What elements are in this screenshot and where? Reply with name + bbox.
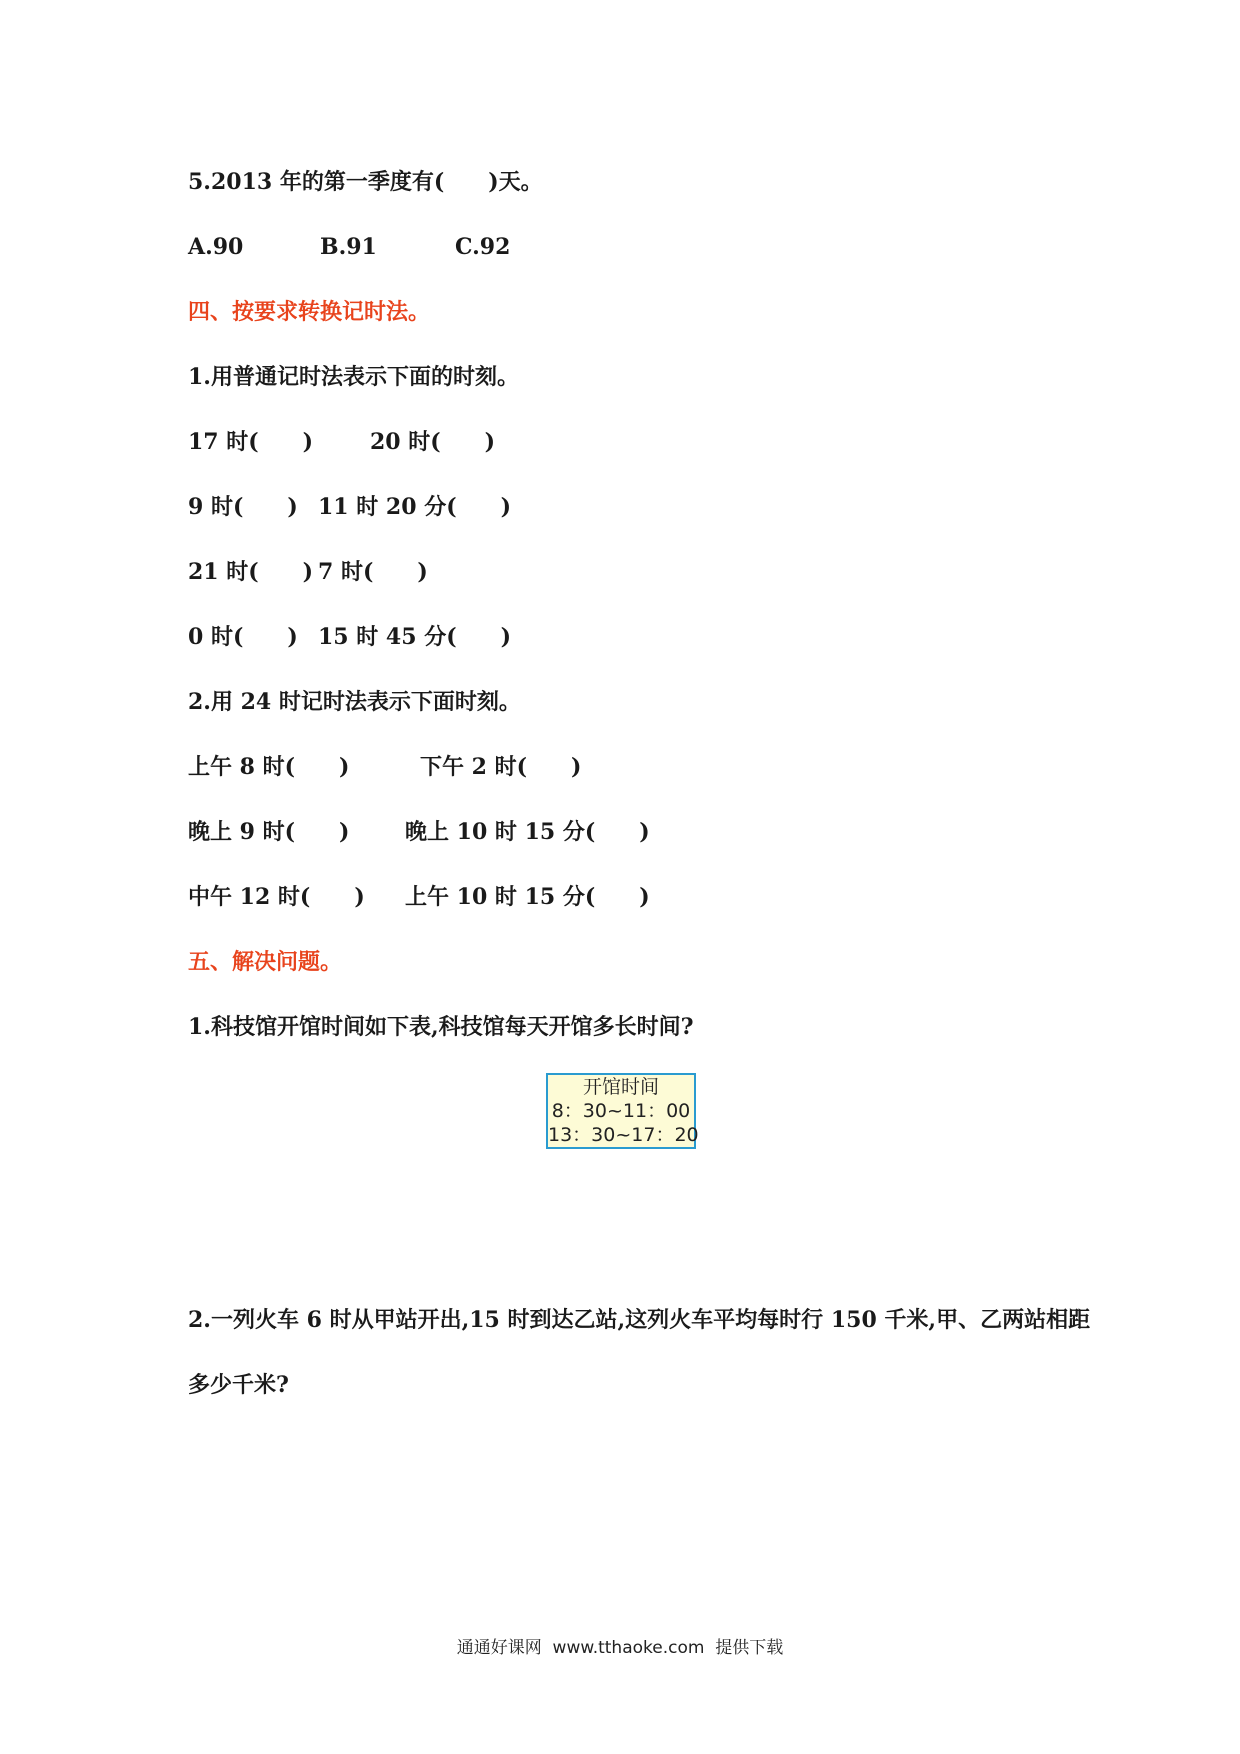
part2-row1-left: 上午 8 时( ) [188, 754, 350, 780]
q5-stem: 5.2013 年的第一季度有( )天。 [188, 169, 543, 195]
part1-row3-right: 7 时( ) [318, 559, 428, 585]
part1-row3-left: 21 时( ) [188, 559, 314, 585]
part1-row1-left: 17 时( ) [188, 429, 314, 455]
q5-option-a: A.90 [188, 234, 244, 260]
footer-credit: 通通好课网 www.tthaoke.com 提供下载 [456, 1638, 784, 1658]
part1-row1-right: 20 时( ) [370, 429, 496, 455]
problem2-line2: 多少千米? [188, 1372, 289, 1398]
part2-row2-right: 晚上 10 时 15 分( ) [405, 819, 650, 845]
q5-option-b: B.91 [320, 234, 377, 260]
part1-row2-left: 9 时( ) [188, 494, 298, 520]
section4-part2-title: 2.用 24 时记时法表示下面时刻。 [188, 689, 521, 715]
opening-hours-table [546, 1073, 699, 1149]
opening-hours-row: 8：30~11：00 [551, 1100, 691, 1122]
part1-row2-right: 11 时 20 分( ) [318, 494, 512, 520]
opening-hours-row: 13：30~17：20 [548, 1124, 699, 1146]
part2-row2-left: 晚上 9 时( ) [188, 819, 350, 845]
opening-hours-header: 开馆时间 [582, 1076, 659, 1098]
part1-row4-right: 15 时 45 分( ) [318, 624, 512, 650]
part2-row3-left: 中午 12 时( ) [188, 884, 365, 910]
part1-row4-left: 0 时( ) [188, 624, 298, 650]
problem2-line1: 2.一列火车 6 时从甲站开出,15 时到达乙站,这列火车平均每时行 150 千米,甲、乙两站相距 [188, 1307, 1091, 1333]
part2-row1-right: 下午 2 时( ) [420, 754, 582, 780]
q5-option-c: C.92 [455, 234, 511, 260]
problem1-text: 1.科技馆开馆时间如下表,科技馆每天开馆多长时间? [188, 1014, 694, 1040]
section4-heading: 四、按要求转换记时法。 [188, 299, 431, 325]
section5-heading: 五、解决问题。 [188, 949, 343, 975]
part2-row3-right: 上午 10 时 15 分( ) [405, 884, 650, 910]
section4-part1-title: 1.用普通记时法表示下面的时刻。 [188, 364, 519, 390]
